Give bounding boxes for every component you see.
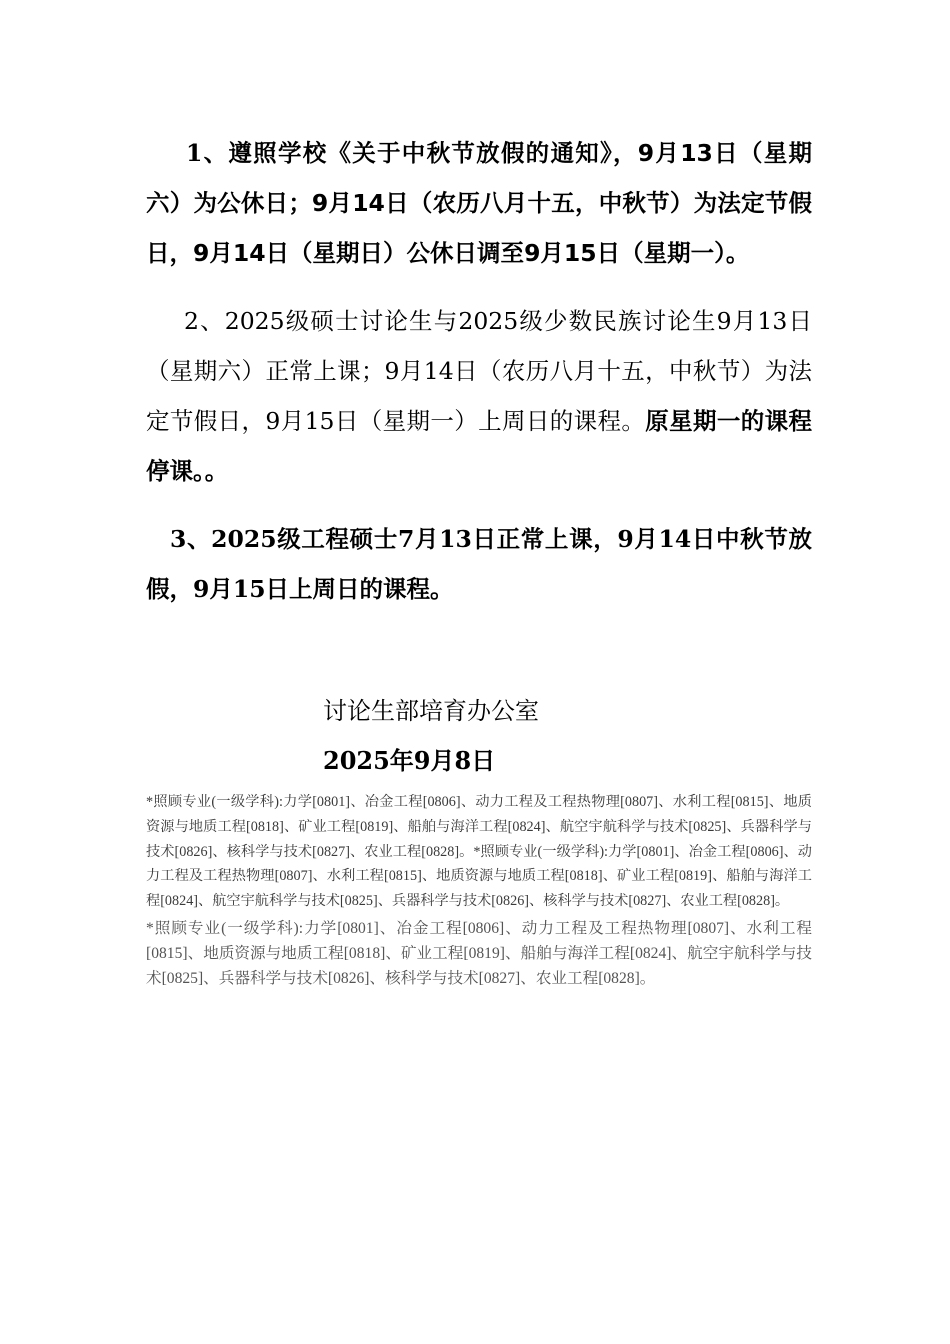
item1-text: 日（农历八月十五，中秋节）为法定节假日， xyxy=(146,189,813,267)
item1-text: 日（星期日）公休日调至 xyxy=(265,239,525,267)
item1-text: 月 xyxy=(209,239,233,267)
item1-text: 日（星期六）为公休日； xyxy=(146,139,812,217)
document-page xyxy=(146,128,812,991)
footnote-2: *照顾专业(一级学科):力学[0801]、冶金工程[0806]、动力工程及工程热物理[0807]、水利工程[0815]、地质资源与地质工程[0818]、矿业工程[0819]、船舶与海洋工程[0824]、航空宇航科学与技术[0825]、兵器科学与技术[0826]、核科学与技术[0827]、农业工程[0828]。 xyxy=(146,919,812,987)
notice-item-2 xyxy=(146,296,812,496)
notice-item-1 xyxy=(146,128,812,278)
item1-text: 日（星期一）。 xyxy=(596,239,750,267)
item2-text: 2、2025级硕士讨论生与2025级少数民族讨论生9月13日（星期六）正常上课；9月14日（农历八月十五，中秋节）为法定节假日，9月15日（星期一）上周日的课程。 xyxy=(146,307,812,435)
item1-number: 9 xyxy=(637,139,655,167)
item1-number: 9 xyxy=(193,239,210,267)
signature-date: 2025年9月8日 xyxy=(323,746,496,775)
item1-text: 月 xyxy=(540,239,564,267)
item1-number: 14 xyxy=(352,189,385,217)
item1-text: 月 xyxy=(328,189,353,217)
footnote-1: *照顾专业(一级学科):力学[0801]、冶金工程[0806]、动力工程及工程热物理[0807]、水利工程[0815]、地质资源与地质工程[0818]、矿业工程[0819]、船舶与海洋工程[0824]、航空宇航科学与技术[0825]、兵器科学与技术[0826]、核科学与技术[0827]、农业工程[0828]。*照顾专业(一级学科):力学[0801]、冶金工程[0806]、动力工程及工程热物理[0807]、水利工程[0815]、地质资源与地质工程[0818]、矿业工程[0819]、船舶与海洋工程[0824]、航空宇航科学与技术[0825]、兵器科学与技术[0826]、核科学与技术[0827]、农业工程[0828]。 xyxy=(146,794,812,910)
item1-number: 13 xyxy=(680,139,713,167)
item1-number: 14 xyxy=(232,239,266,267)
office-name: 讨论生部培育办公室 xyxy=(323,697,539,725)
notice-item-3: 3、2025级工程硕士7月13日正常上课，9月14日中秋节放假，9月15日上周日的课程。 xyxy=(146,525,812,603)
item1-text: 1、遵照学校《关于中秋节放假的通知》， xyxy=(186,139,638,167)
item1-number: 9 xyxy=(311,189,329,217)
signature-block xyxy=(323,686,812,786)
item2-bold-text: 原星期一的课程停课。。 xyxy=(146,407,813,485)
item1-number: 15 xyxy=(563,239,597,267)
item1-number: 9 xyxy=(524,239,541,267)
item1-text: 月 xyxy=(654,139,681,167)
